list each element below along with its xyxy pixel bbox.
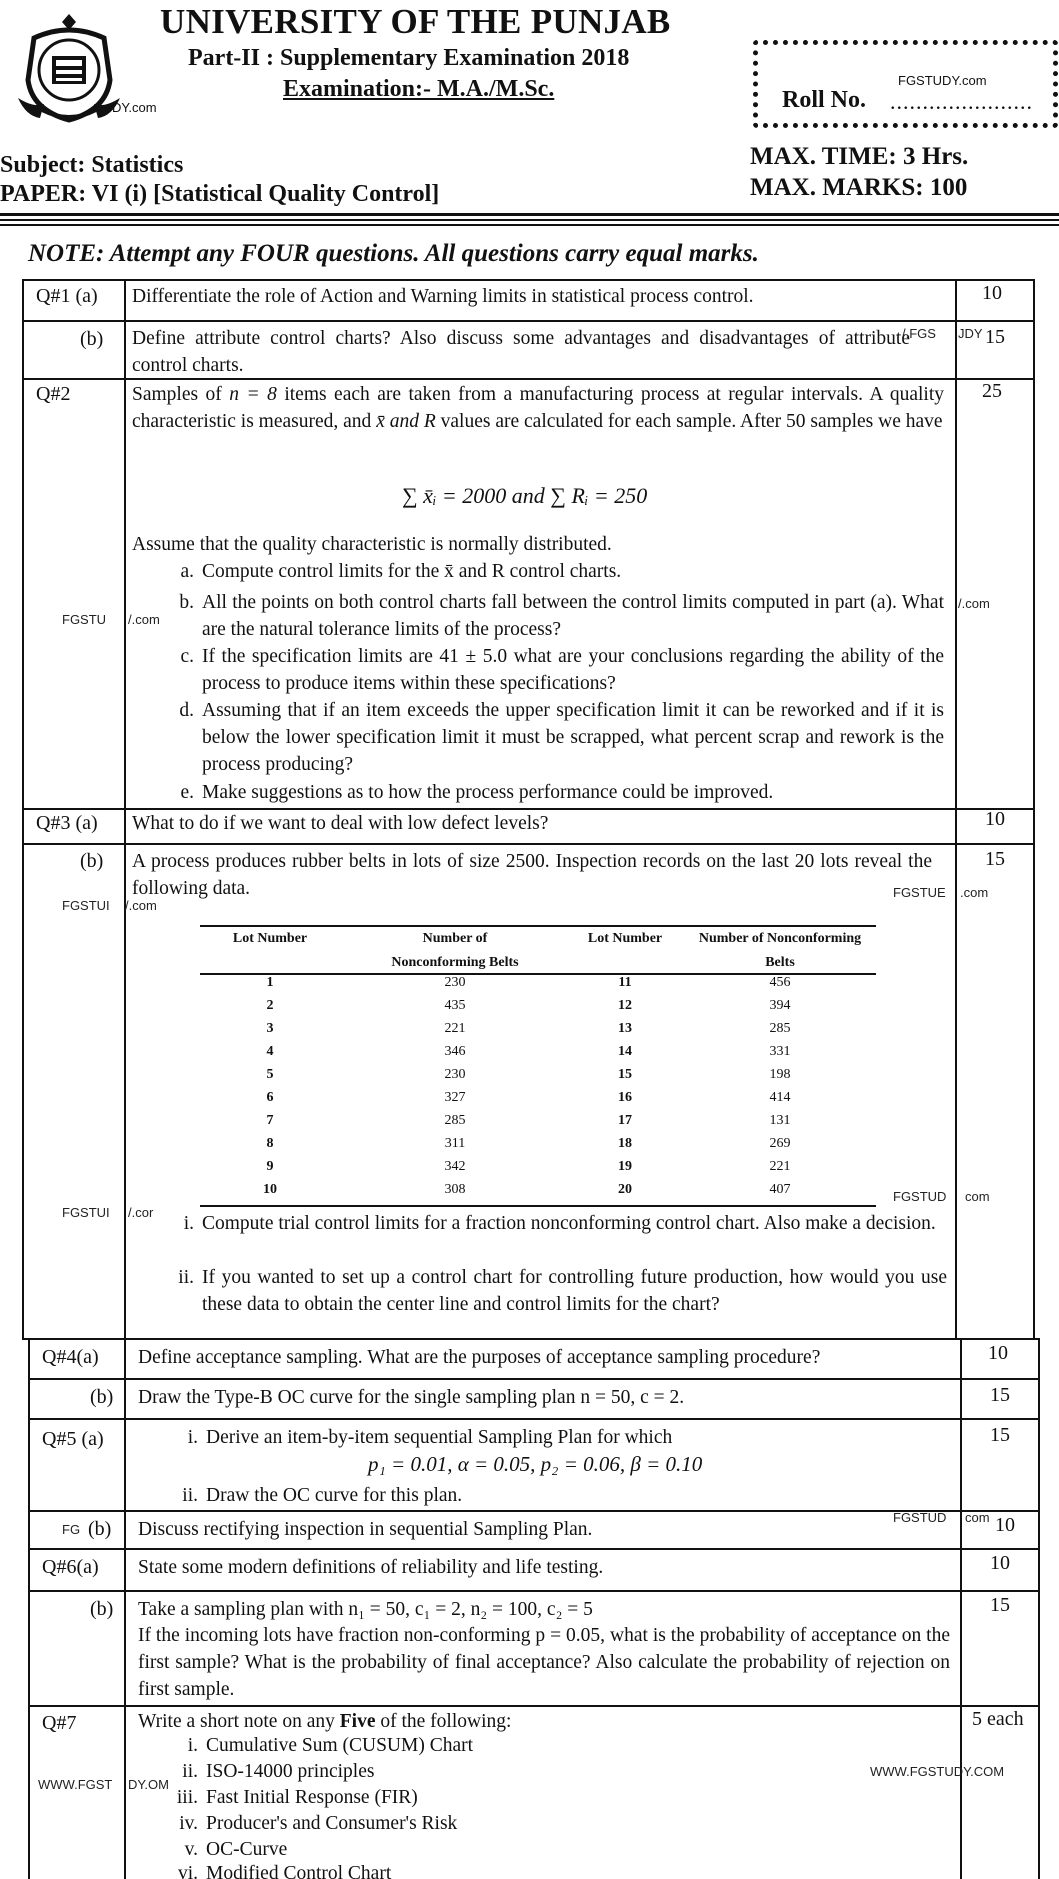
- q7-item-i-roman: i.: [187, 1735, 198, 1756]
- table-cell: 327: [444, 1090, 466, 1105]
- q5a-label: Q#5 (a): [42, 1428, 104, 1450]
- header-rule-3: [0, 224, 1059, 226]
- q2-item-a: [180, 558, 944, 585]
- table-cell: 8: [266, 1136, 274, 1151]
- q1a-text: Differentiate the role of Action and Warning limits in statistical process control.: [132, 286, 754, 307]
- q4a-marks: 10: [988, 1342, 1008, 1364]
- q7-item-v-roman: v.: [184, 1839, 198, 1860]
- watermark: WWW.FGST: [38, 1777, 113, 1792]
- table-cell: 19: [618, 1159, 632, 1174]
- row-rule: [28, 1705, 1040, 1707]
- q5b-marks: 10: [995, 1514, 1015, 1536]
- q2-item-c-text: If the specification limits are 41 ± 5.0 what are your conclusions regarding the ability of the process to produce items within these specifications?: [202, 646, 944, 694]
- q5b-label: (b): [88, 1518, 112, 1540]
- q7-item-iii: [176, 1784, 906, 1811]
- q7-item-i: [187, 1732, 906, 1759]
- col-header-lot-number-1: Lot Number: [232, 931, 308, 946]
- q3b-item-ii-roman: ii.: [178, 1267, 194, 1288]
- watermark: FGSTUD: [893, 1510, 947, 1525]
- table-cell: 10: [263, 1182, 277, 1197]
- table-cell: 285: [444, 1113, 466, 1128]
- q2-assumption: Assume that the quality characteristic is normally distributed.: [132, 534, 612, 555]
- q7-item-v: [184, 1836, 906, 1863]
- q3a-marks: 10: [985, 808, 1005, 830]
- q3a-label: Q#3 (a): [36, 812, 98, 834]
- table-cell: 7: [266, 1113, 274, 1128]
- data-table: [200, 925, 876, 1205]
- table-cell: 3: [266, 1021, 274, 1036]
- q7-item-ii-roman: ii.: [182, 1761, 198, 1782]
- watermark: JDY: [958, 326, 983, 341]
- table-cell: 311: [444, 1136, 466, 1151]
- table-cell: 11: [618, 975, 632, 990]
- roll-number-box: [753, 40, 1058, 128]
- q7-item-iii-text: Fast Initial Response (FIR): [206, 1787, 418, 1808]
- q6b-text: If the incoming lots have fraction non-conforming p = 0.05, what is the probability of acceptance on the first sample? What is the probability of final acceptance? Also calculate the probability of rejection on first sample.: [138, 1625, 950, 1700]
- table-cell: 9: [266, 1159, 274, 1174]
- table-cell: 221: [769, 1159, 791, 1174]
- table-cell: 20: [618, 1182, 632, 1197]
- q7-intro: [138, 1708, 938, 1735]
- col-header-nonconforming-1: Number of Nonconforming Belts: [391, 931, 519, 970]
- table-cell: 456: [769, 975, 791, 990]
- q2-item-b: [179, 589, 944, 643]
- q6b-marks: 15: [990, 1594, 1010, 1616]
- q7-marks: 5 each: [972, 1708, 1024, 1730]
- q3b-item-ii-text: If you wanted to set up a control chart for controlling future production, how would you use these data to obtain the center line and control limits for the chart?: [202, 1267, 947, 1315]
- watermark: com: [965, 1510, 990, 1525]
- table-cell: 198: [769, 1067, 791, 1082]
- q2-item-c-roman: c.: [180, 646, 194, 667]
- q2-intro-part2: items each are taken from a manufacturing process at regular intervals. A quality characteristic is measured, and: [132, 384, 945, 432]
- q6a-text: State some modern definitions of reliability and life testing.: [138, 1557, 604, 1578]
- table-cell: 221: [444, 1021, 466, 1036]
- q3b-item-i: [183, 1210, 947, 1237]
- table-cell: 16: [618, 1090, 632, 1105]
- q2-item-d: [179, 697, 944, 778]
- q7-item-vi: [177, 1860, 906, 1879]
- table-cell: 18: [618, 1136, 632, 1151]
- q2-intro-part3: values are calculated for each sample. After 50 samples we have: [440, 411, 943, 432]
- q3b-marks: 15: [985, 848, 1005, 870]
- row-rule: [22, 279, 1035, 281]
- q3a-text: What to do if we want to deal with low defect levels?: [132, 813, 549, 834]
- q4a-label: Q#4(a): [42, 1346, 99, 1368]
- university-logo: [14, 8, 124, 126]
- q5a-item-ii: [182, 1482, 946, 1509]
- logo-watermark: DY.com: [112, 100, 157, 115]
- watermark: /.com: [128, 612, 160, 627]
- q2-item-a-text: Compute control limits for the x̄ and R control charts.: [202, 561, 622, 582]
- table-cell: 407: [769, 1182, 791, 1197]
- exam-part: Part-II : Supplementary Examination 2018: [188, 45, 630, 71]
- table-cell: 12: [618, 998, 632, 1013]
- q2-intro: [132, 381, 944, 435]
- q7-label: Q#7: [42, 1712, 77, 1734]
- q7-item-ii: [182, 1758, 906, 1785]
- q5b-text: Discuss rectifying inspection in sequential Sampling Plan.: [138, 1519, 593, 1540]
- data-table-bottom-rule: [200, 1205, 876, 1207]
- q3b-label: (b): [80, 850, 104, 872]
- q5a-marks: 15: [990, 1424, 1010, 1446]
- q7-item-i-text: Cumulative Sum (CUSUM) Chart: [206, 1735, 474, 1756]
- q5a-item-ii-text: Draw the OC curve for this plan.: [206, 1485, 463, 1506]
- col-header-nonconforming-2: Number of Nonconforming Belts: [698, 931, 862, 970]
- q1b-marks: 15: [985, 326, 1005, 348]
- grid-label-divider: [124, 279, 126, 1879]
- watermark: FGSTUI: [62, 898, 110, 913]
- q7-item-iv: [179, 1810, 906, 1837]
- university-title: UNIVERSITY OF THE PUNJAB: [160, 2, 671, 41]
- table-cell: 5: [266, 1067, 274, 1082]
- subject: Subject: Statistics: [0, 152, 184, 178]
- q2-item-e: [180, 779, 944, 806]
- table-cell: 285: [769, 1021, 791, 1036]
- q7-item-ii-text: ISO-14000 principles: [206, 1761, 375, 1782]
- table-cell: 17: [618, 1113, 632, 1128]
- table-cell: 414: [769, 1090, 791, 1105]
- q1a-marks: 10: [982, 282, 1002, 304]
- table-cell: 342: [444, 1159, 466, 1174]
- q2-item-d-text: Assuming that if an item exceeds the upper specification limit it can be reworked and if it is below the lower specification limit it must be scrapped, what percent scrap and rework is the process producing?: [202, 700, 944, 775]
- q2-item-b-text: All the points on both control charts fall between the control limits computed in part (a). What are the natural tolerance limits of the process?: [202, 592, 944, 640]
- watermark: FG: [62, 1522, 81, 1537]
- q3b-text: A process produces rubber belts in lots of size 2500. Inspection records on the last 20 lots reveal the following data.: [132, 851, 932, 899]
- watermark: com: [965, 1189, 990, 1204]
- row-rule: [28, 1418, 1040, 1420]
- q4a-text: Define acceptance sampling. What are the purposes of acceptance sampling procedure?: [138, 1347, 821, 1368]
- q2-item-e-roman: e.: [180, 782, 194, 803]
- table-cell: 394: [769, 998, 791, 1013]
- q6b-line1: Take a sampling plan with n₁ = 50, c₁ = 2, n₂ = 100, c₂ = 5: [138, 1599, 593, 1620]
- table-cell: 15: [618, 1067, 632, 1082]
- watermark: FGSTUE: [893, 885, 946, 900]
- q5a-parameters: p₁ = 0.01, α = 0.05, p₂ = 0.06, β = 0.10: [368, 1452, 703, 1476]
- watermark: FGSTU: [62, 612, 107, 627]
- row-rule: [22, 843, 1035, 845]
- q7-intro-part1: Write a short note on any: [138, 1711, 335, 1732]
- roll-dots: ......................: [890, 89, 1033, 114]
- table-cell: 131: [769, 1113, 791, 1128]
- q4b-label: (b): [90, 1386, 114, 1408]
- paper-title: PAPER: VI (i) [Statistical Quality Control]: [0, 181, 440, 207]
- col-header-lot-number-2: Lot Number: [587, 931, 663, 946]
- row-rule: [22, 320, 1035, 322]
- table-cell: 269: [769, 1136, 791, 1151]
- watermark: /.com: [125, 898, 157, 913]
- table-cell: 230: [444, 975, 466, 990]
- table-cell: 331: [769, 1044, 791, 1059]
- q7-intro-part2: of the following:: [380, 1711, 512, 1732]
- table-cell: 230: [444, 1067, 466, 1082]
- q2-item-b-roman: b.: [179, 592, 194, 613]
- q2-intro-xr: x̄ and R: [376, 411, 436, 432]
- q7-item-iv-roman: iv.: [179, 1813, 198, 1834]
- q2-item-e-text: Make suggestions as to how the process performance could be improved.: [202, 782, 774, 803]
- q6a-marks: 10: [990, 1552, 1010, 1574]
- q1a-label: Q#1 (a): [36, 285, 98, 307]
- q6a-label: Q#6(a): [42, 1556, 99, 1578]
- header-rule-1: [0, 213, 1059, 216]
- exam-name: Examination:- M.A./M.Sc.: [283, 76, 555, 102]
- max-time: MAX. TIME: 3 Hrs.: [750, 143, 969, 170]
- table-cell: 14: [618, 1044, 632, 1059]
- row-rule: [28, 1590, 1040, 1592]
- table-cell: 1: [266, 975, 274, 990]
- q7-item-iv-text: Producer's and Consumer's Risk: [206, 1813, 458, 1834]
- header-rule-2: [0, 219, 1059, 221]
- q5a-item-ii-roman: ii.: [182, 1485, 198, 1506]
- q5a-item-i-roman: i.: [187, 1427, 198, 1448]
- table-cell: 13: [618, 1021, 632, 1036]
- roll-label: Roll No.: [782, 87, 866, 113]
- row-rule: [28, 1510, 1040, 1512]
- q3b-item-i-text: Compute trial control limits for a fraction nonconforming control chart. Also make a decision.: [202, 1213, 936, 1234]
- watermark: .com: [960, 885, 989, 900]
- watermark: DY.OM: [128, 1777, 169, 1792]
- table-cell: 435: [444, 998, 466, 1013]
- q5a-item-i: [187, 1424, 946, 1451]
- table-cell: 346: [444, 1044, 466, 1059]
- q7-item-vi-roman: vi.: [177, 1863, 198, 1879]
- instructions-note: NOTE: Attempt any FOUR questions. All questions carry equal marks.: [28, 240, 759, 267]
- q2-item-a-roman: a.: [180, 561, 194, 582]
- row-rule: [28, 1548, 1040, 1550]
- q2-intro-part1: Samples of: [132, 384, 222, 405]
- max-marks: MAX. MARKS: 100: [750, 174, 968, 201]
- q7-item-v-text: OC-Curve: [206, 1839, 288, 1860]
- q2-formula: ∑ x̄ᵢ = 2000 and ∑ Rᵢ = 250: [402, 483, 648, 508]
- q2-label: Q#2: [36, 383, 71, 405]
- q7-item-iii-roman: iii.: [176, 1787, 198, 1808]
- watermark: WWW.FGSTUDY.COM: [870, 1764, 1005, 1779]
- q4b-marks: 15: [990, 1384, 1010, 1406]
- table-cell: 6: [266, 1090, 274, 1105]
- q6b-label: (b): [90, 1598, 114, 1620]
- q2-intro-n: n = 8: [229, 384, 277, 405]
- q2-item-c: [180, 643, 944, 697]
- q3b-item-ii: [178, 1264, 947, 1318]
- q3b-item-i-roman: i.: [183, 1213, 194, 1234]
- q1b-label: (b): [80, 328, 104, 350]
- q2-marks: 25: [982, 380, 1002, 402]
- q4b-text: Draw the Type-B OC curve for the single sampling plan n = 50, c = 2.: [138, 1387, 685, 1408]
- row-rule: [28, 1378, 1040, 1380]
- q1b-text: Define attribute control charts? Also discuss some advantages and disadvantages of attribute control charts.: [132, 328, 910, 376]
- watermark: /.FGS: [902, 326, 936, 341]
- q5a-item-i-text: Derive an item-by-item sequential Sampling Plan for which: [206, 1427, 673, 1448]
- roll-watermark: FGSTUDY.com: [898, 73, 987, 88]
- table-cell: 308: [444, 1182, 466, 1197]
- watermark: FGSTUD: [893, 1189, 947, 1204]
- watermark: FGSTUI: [62, 1205, 110, 1220]
- q7-item-vi-text: Modified Control Chart: [206, 1863, 392, 1879]
- table-cell: 4: [266, 1044, 274, 1059]
- watermark: /.cor: [128, 1205, 154, 1220]
- table-cell: 2: [266, 998, 274, 1013]
- q7-intro-bold: Five: [339, 1711, 376, 1732]
- q2-item-d-roman: d.: [179, 700, 194, 721]
- watermark: /.com: [958, 596, 990, 611]
- row-rule: [22, 1338, 1040, 1340]
